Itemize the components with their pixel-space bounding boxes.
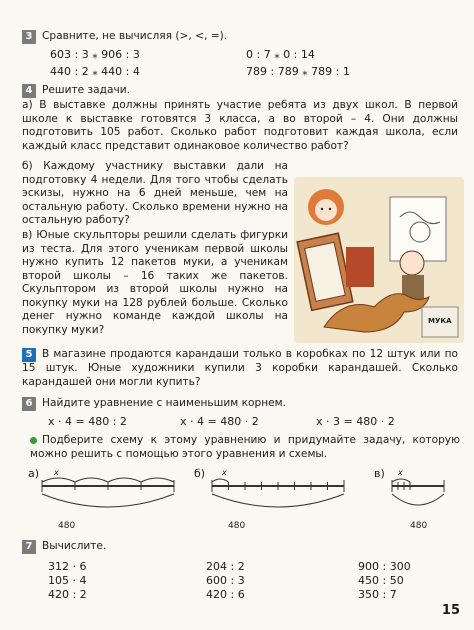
- equation-subtask: [30, 434, 460, 461]
- compute-2-1: 204 : 2: [206, 560, 245, 573]
- illustration-sculptors: [294, 177, 464, 343]
- problem-c: в) Юные скульпторы решили сделать фигурки из теста. Для этого ученикам первой школы нужно купить 12 пакетов муки, а ученикам второй школы – 16 таких же пакетов. Скульптором из второй школы нужно на покупку муки на 128 рублей больше. Сколько денег нужно команде каждой школы на покупку муки?: [22, 229, 288, 336]
- compare-expr-4: 789 : 789 ⁎ 789 : 1: [246, 65, 350, 78]
- subtask-text: Подберите схему к этому уравнению и придумайте задачу, которую можно решить с помощью этого уравнения и схемы.: [30, 434, 460, 460]
- page-number: 15: [441, 603, 460, 619]
- compute-1-3: 420 : 2: [48, 588, 87, 601]
- compute-1-2: 105 · 4: [48, 574, 87, 587]
- green-bullet-icon: [30, 437, 37, 444]
- problem-a: а) В выставке должны принять участие ребята из двух школ. В первой школе к выставке готовятся 3 класса, а во второй – 4. Они должны подготовить 105 работ. Сколько работ подготовит каждая школа, если каждый класс представит одинаковое количество работ?: [22, 99, 458, 152]
- scheme-c-x: x: [398, 468, 403, 477]
- scheme-c-label: в): [374, 467, 385, 480]
- scheme-c-total: 480: [410, 521, 428, 531]
- task-equations: [22, 397, 462, 411]
- scheme-b-total: 480: [228, 521, 246, 531]
- task-title: Решите задачи.: [42, 84, 130, 96]
- task-title: Сравните, не вычисляя (>, <, =).: [42, 30, 228, 42]
- compare-expr-3: 440 : 2 ⁎ 440 : 4: [50, 65, 140, 78]
- scheme-b-label: б): [194, 467, 206, 480]
- equation-1: x · 4 = 480 : 2: [48, 415, 127, 428]
- scheme-a-x: x: [54, 468, 59, 477]
- task-number: 4: [22, 84, 36, 98]
- scheme-a-label: а): [28, 467, 40, 480]
- scheme-b-x: x: [222, 468, 227, 477]
- task-number: 7: [22, 540, 36, 554]
- task-title: Вычислите.: [42, 540, 107, 552]
- compute-2-2: 600 : 3: [206, 574, 245, 587]
- compute-3-3: 350 : 7: [358, 588, 397, 601]
- task-number: 6: [22, 397, 36, 411]
- task-number: 5: [22, 348, 36, 362]
- compute-3-1: 900 : 300: [358, 560, 411, 573]
- scheme-a-total: 480: [58, 521, 76, 531]
- task-number: 3: [22, 30, 36, 44]
- problem-b: б) Каждому участнику выставки дали на подготовку 4 недели. Для того чтобы сделать эскизы, нужно на 6 дней меньше, чем на остальную работу. Сколько времени нужно на остальную работу?: [22, 160, 288, 227]
- equation-2: x · 4 = 480 · 2: [180, 415, 259, 428]
- task-pencils: [22, 348, 458, 389]
- scheme-b: [212, 479, 344, 507]
- task-title: Найдите уравнение с наименьшим корнем.: [42, 397, 286, 409]
- compute-3-2: 450 : 50: [358, 574, 404, 587]
- compute-2-3: 420 : 6: [206, 588, 245, 601]
- task-compare: [22, 30, 462, 44]
- flour-bag-label: МУКА: [428, 317, 452, 325]
- task-solve: [22, 84, 462, 98]
- compute-1-1: 312 · 6: [48, 560, 87, 573]
- scheme-c: [392, 479, 444, 505]
- compare-expr-2: 0 : 7 ⁎ 0 : 14: [246, 48, 315, 61]
- schemes-diagrams: [0, 470, 474, 522]
- compare-expr-1: 603 : 3 ⁎ 906 : 3: [50, 48, 140, 61]
- scheme-a: [42, 478, 174, 507]
- task-compute: [22, 540, 462, 554]
- task-text: В магазине продаются карандаши только в коробках по 12 штук или по 15 штук. Юные художники купили 3 коробки карандашей. Сколько карандашей они могли купить?: [22, 348, 458, 388]
- equation-3: x · 3 = 480 · 2: [316, 415, 395, 428]
